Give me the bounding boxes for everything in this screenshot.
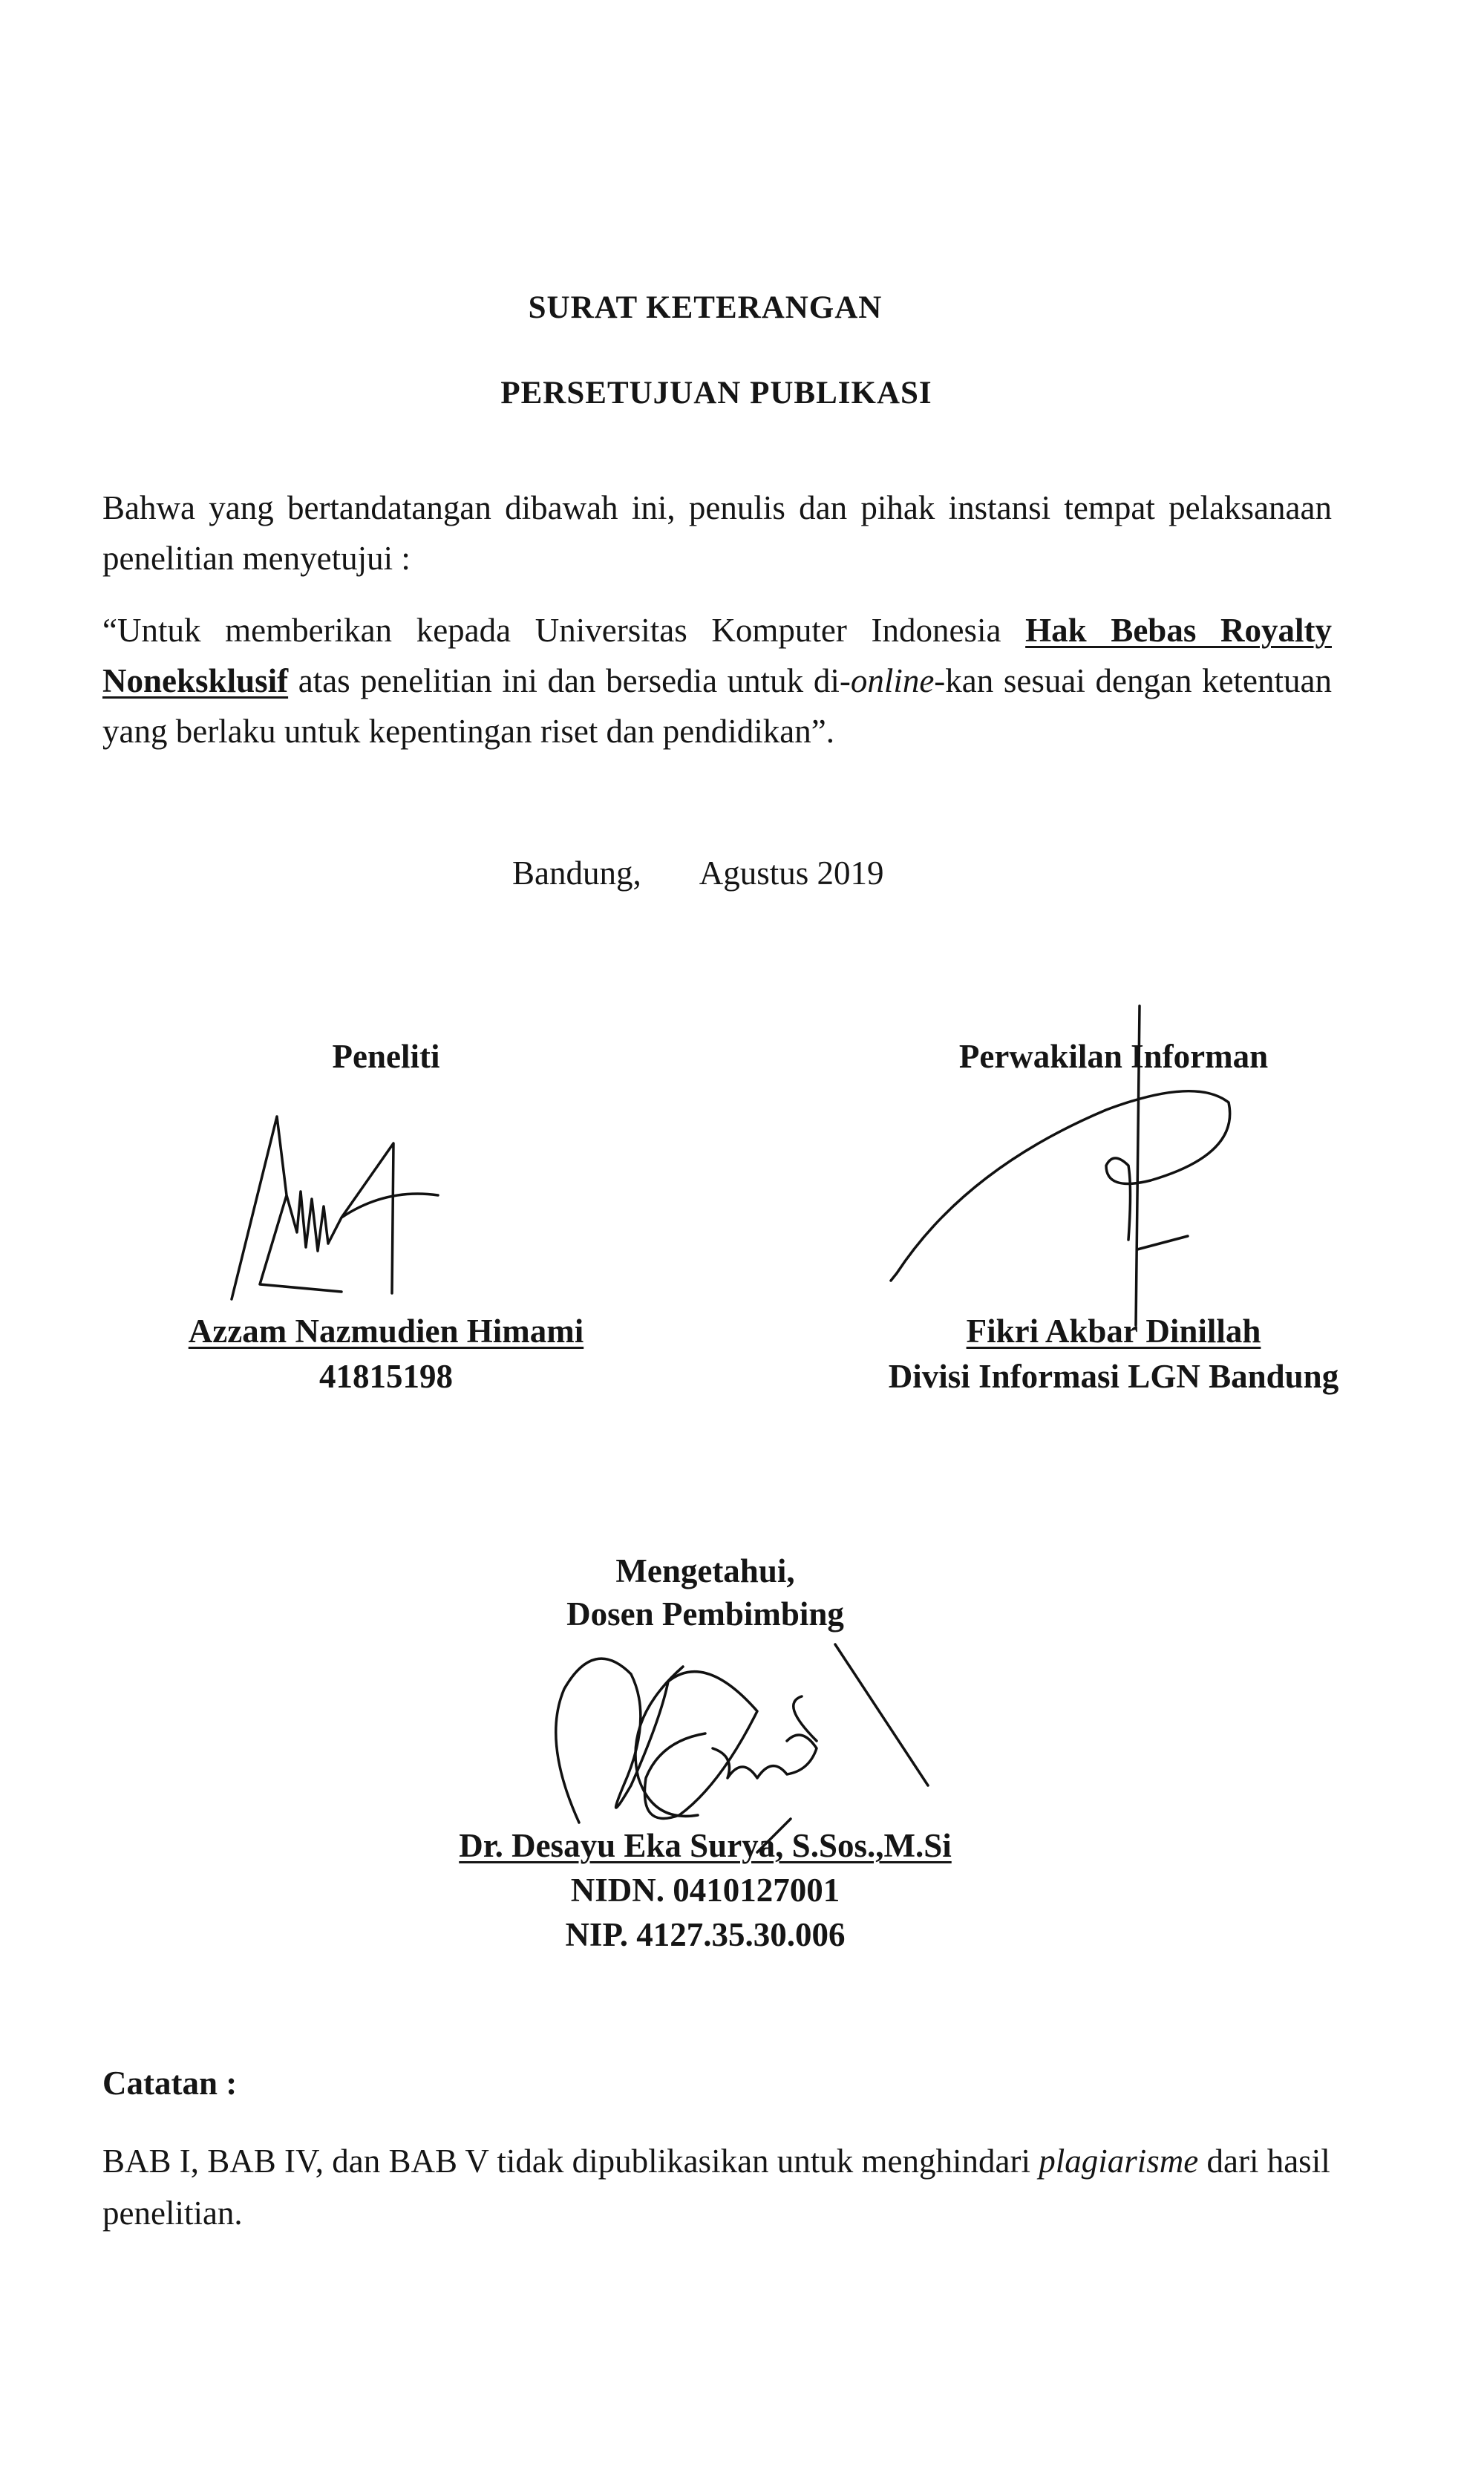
informant-signature [876,999,1262,1325]
researcher-name: Azzam Nazmudien Himami [188,1313,584,1350]
informant-name: Fikri Akbar Dinillah [966,1313,1261,1350]
advisor-nip: NIP. 4127.35.30.006 [565,1916,846,1953]
advisor-heading-2: Dosen Pembimbing [566,1595,844,1633]
document-subtitle: PERSETUJUAN PUBLIKASI [500,376,932,411]
advisor-signature [535,1630,935,1860]
place-date [512,854,884,892]
statement-text-3: -kan sesuai dengan ketentuan yang berlaku untuk kepentingan riset dan pendidikan”. [102,662,1332,750]
researcher-id: 41815198 [319,1358,453,1395]
note-label: Catatan : [102,2065,238,2102]
informant-position: Divisi Informasi LGN Bandung [888,1358,1339,1395]
advisor-nidn: NIDN. 0410127001 [570,1872,840,1909]
date-text: Agustus 2019 [699,854,884,892]
statement-text-1: “Untuk memberikan kepada Universitas Komputer Indonesia [102,612,1026,649]
statement-italic-text: online [850,662,935,699]
document-title: SURAT KETERANGAN [528,290,883,325]
place-city: Bandung, [512,854,641,892]
note-text: BAB I, BAB IV, dan BAB V tidak dipublikasikan untuk menghindari plagiarisme dari hasil penelitian. [102,2143,1330,2232]
statement-text-2: atas penelitian ini dan bersedia untuk di- [288,662,851,699]
note-italic-text: plagiarisme [1039,2143,1199,2180]
researcher-signature [215,1106,460,1307]
intro-paragraph: Bahwa yang bertandatangan dibawah ini, penulis dan pihak instansi tempat pelaksanaan penelitian menyetujui : [102,489,1332,577]
advisor-name: Dr. Desayu Eka Surya, S.Sos.,M.Si [459,1827,952,1864]
statement-paragraph [102,605,1332,756]
advisor-heading-1: Mengetahui, [615,1552,795,1589]
statement-bold-text: Hak Bebas Royalty Noneksklusif [102,612,1332,699]
informant-role: Perwakilan Informan [958,1038,1269,1075]
researcher-role: Peneliti [332,1038,440,1075]
